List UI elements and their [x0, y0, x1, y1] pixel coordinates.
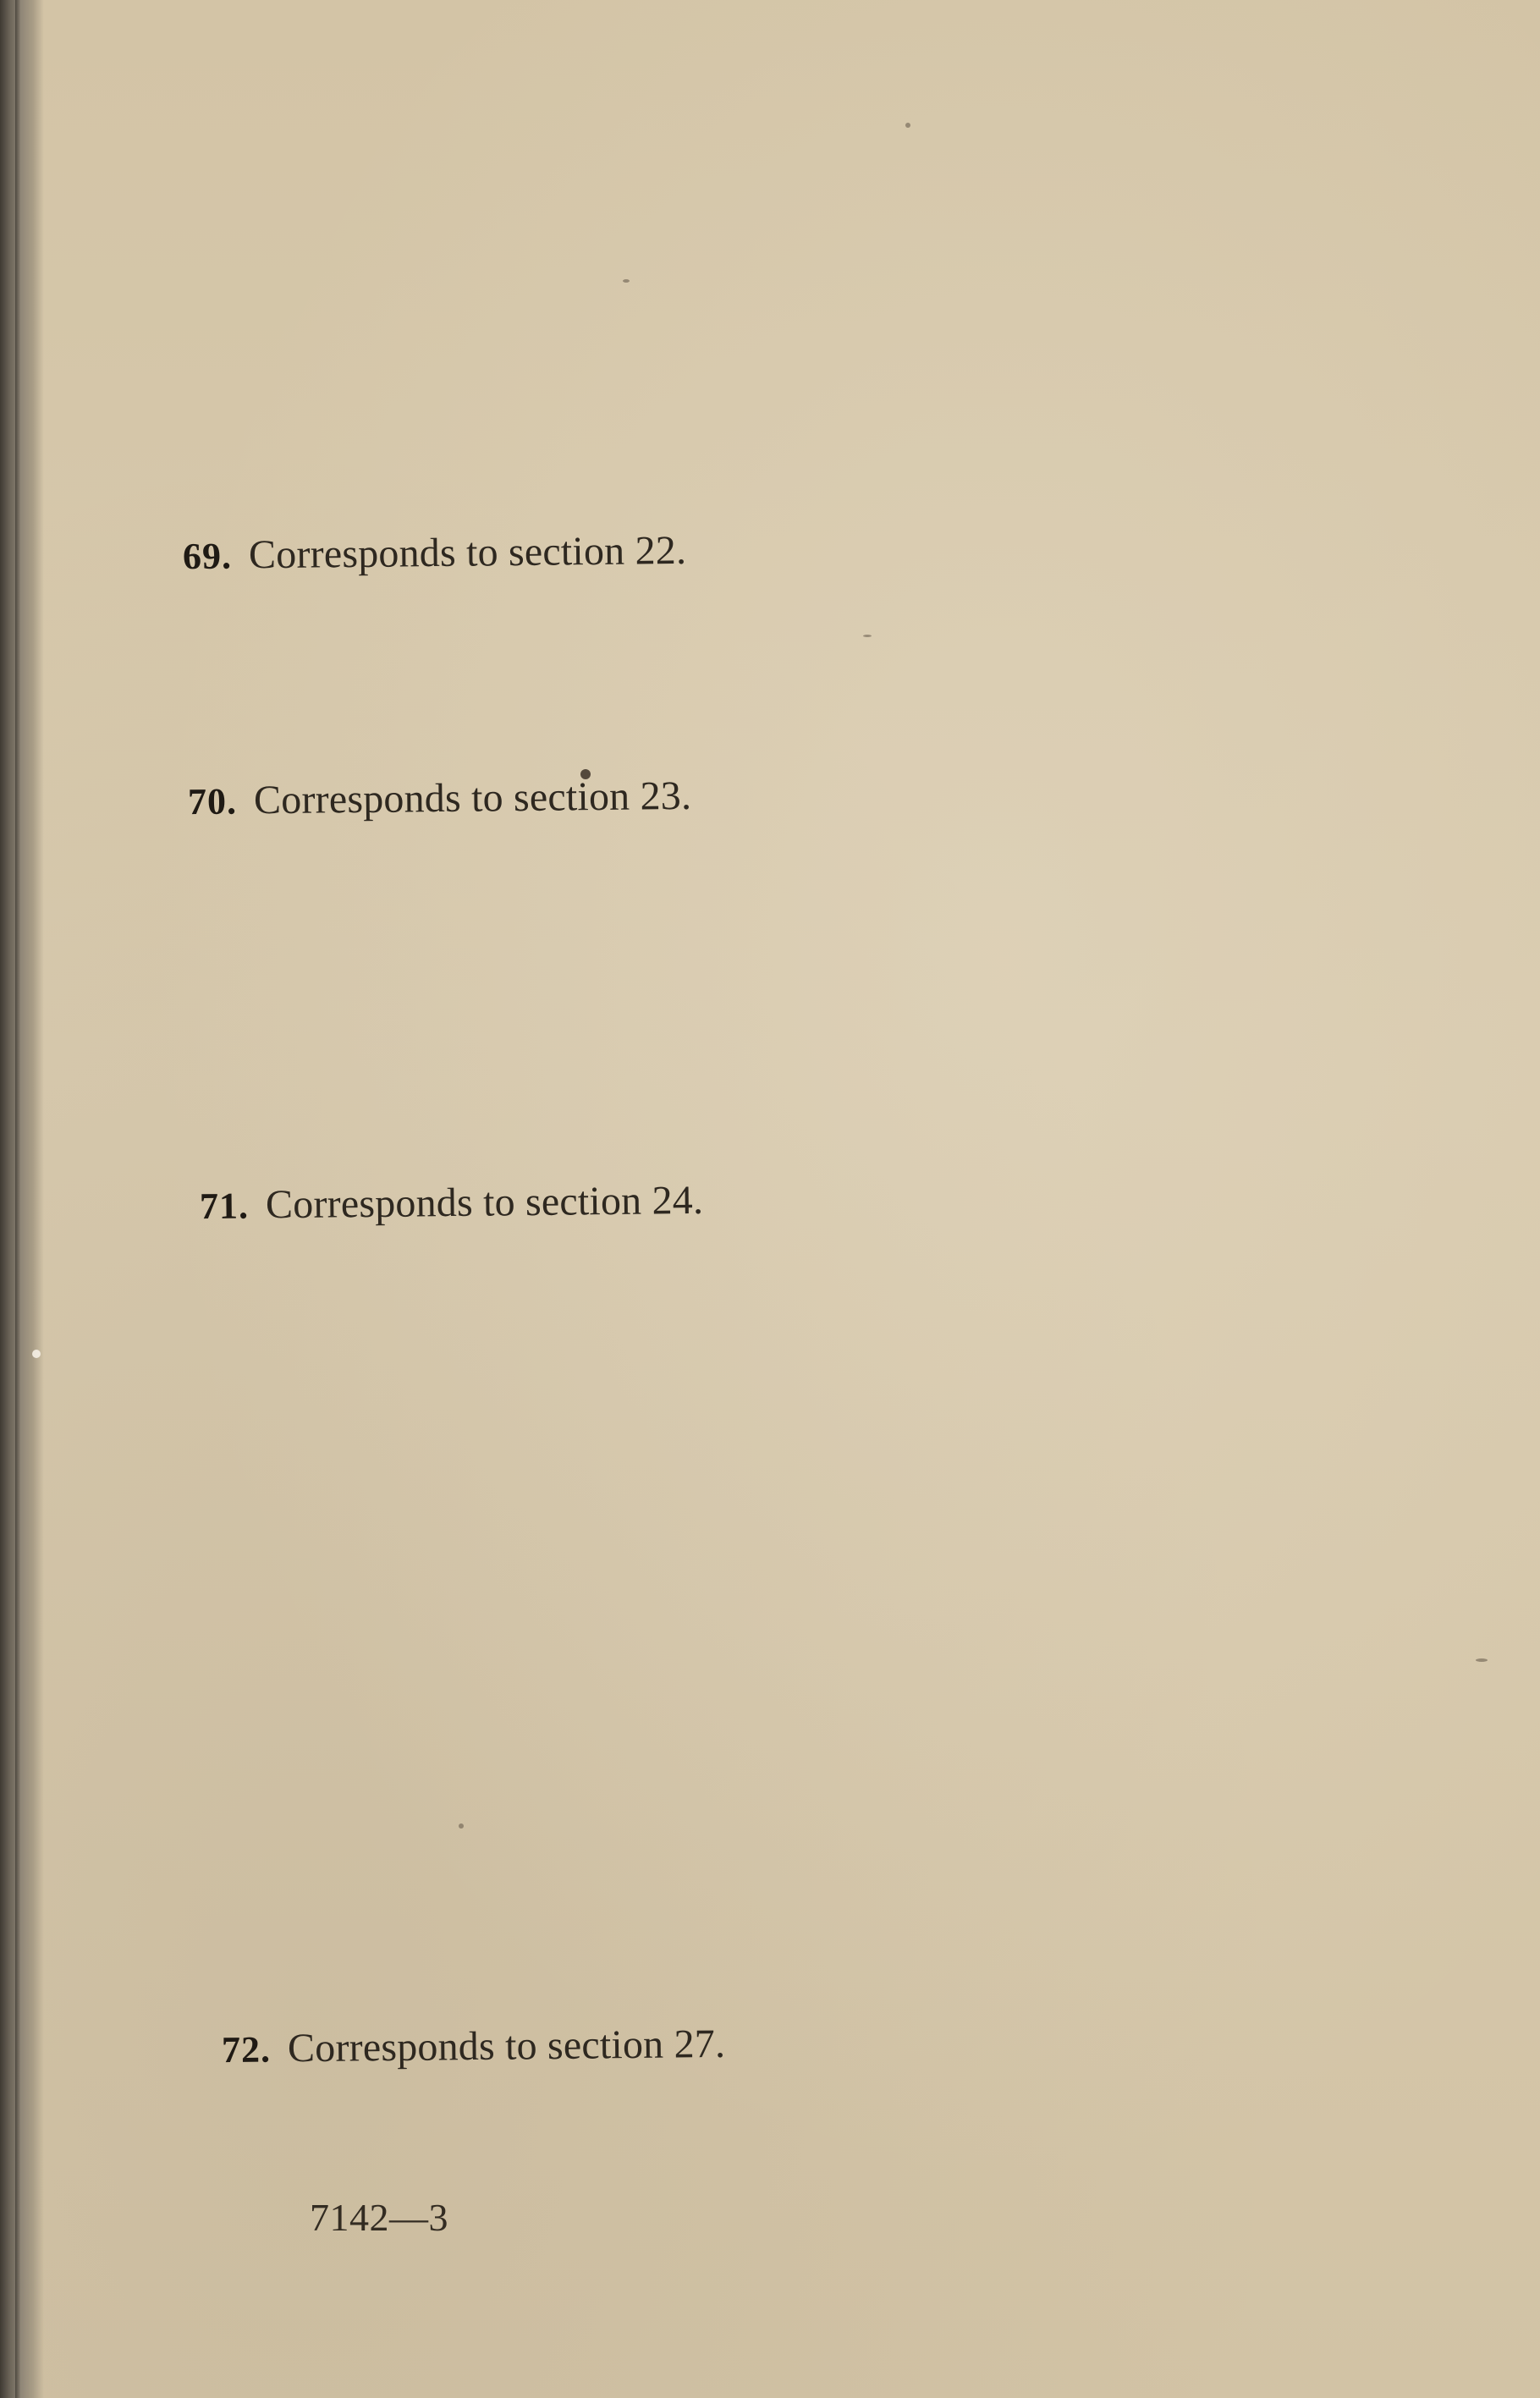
entry-number: 71.: [199, 1185, 250, 1228]
entry-number: 72.: [221, 2028, 272, 2071]
entry-text: Corresponds to section 27.: [287, 2021, 726, 2071]
section-entry-70: [187, 773, 692, 823]
binding-gutter: [0, 0, 44, 2398]
entry-number: 70.: [187, 780, 238, 823]
entry-number: 69.: [182, 535, 233, 578]
paper-speck: [1476, 1658, 1488, 1662]
paper-speck: [905, 123, 910, 128]
entry-text: Corresponds to section 22.: [248, 527, 687, 578]
signature-mark: 7142—3: [310, 2196, 448, 2239]
section-entry-71: [199, 1177, 704, 1228]
paper-speck: [459, 1823, 464, 1829]
section-entry-69: [182, 527, 687, 578]
entry-text: Corresponds to section 24.: [265, 1177, 704, 1228]
section-entry-72: [221, 2021, 726, 2071]
paper-speck: [623, 279, 630, 283]
paper-speck: [863, 635, 872, 637]
paper-speck: [32, 1350, 41, 1358]
entry-text: Corresponds to section 23.: [253, 773, 692, 823]
binding-shadow-line: [15, 0, 20, 2398]
